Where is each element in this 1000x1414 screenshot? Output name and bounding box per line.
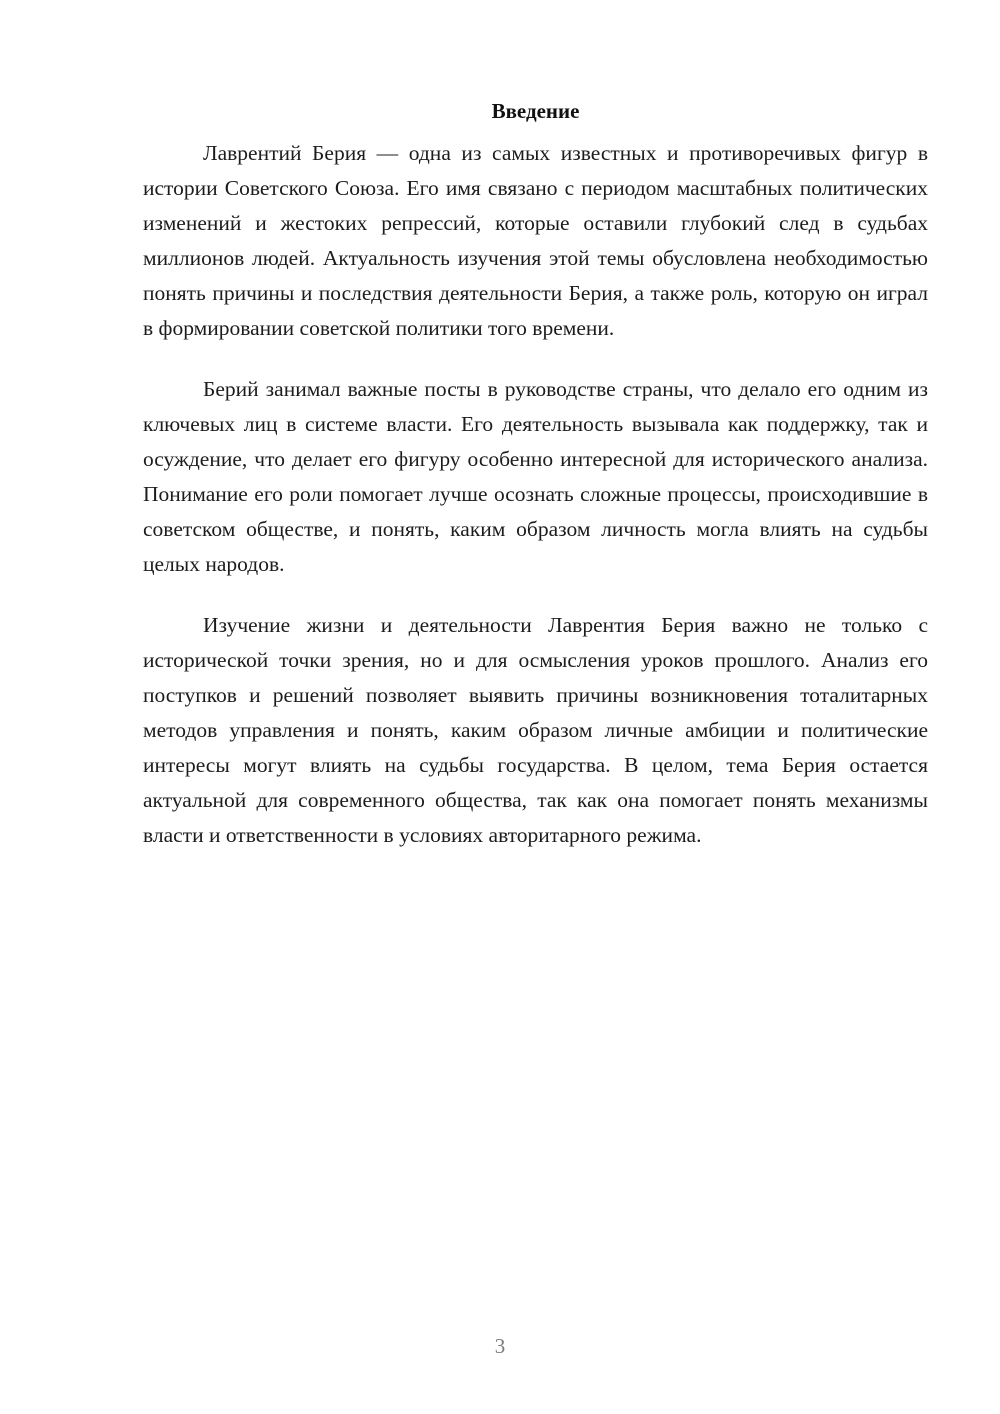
page-content <box>143 96 928 879</box>
paragraph-2: Берий занимал важные посты в руководстве страны, что делало его одним из ключевых лиц в системе власти. Его деятельность вызывала как поддержку, так и осуждение, что делает его фигуру особенно интересной для исторического анализа. Понимание его роли помогает лучше осознать сложные процессы, происходившие в советском обществе, и понять, каким образом личность могла влиять на судьбы целых народов. <box>143 377 928 576</box>
page-number: 3 <box>494 1334 506 1358</box>
paragraph-1: Лаврентий Берия — одна из самых известных и противоречивых фигур в истории Советского Союза. Его имя связано с периодом масштабных политических изменений и жестоких репрессий, которые оставили глубокий след в судьбах миллионов людей. Актуальность изучения этой темы обусловлена необходимостью понять причины и последствия деятельности Берия, а также роль, которую он играл в формировании советской политики того времени. <box>143 141 928 340</box>
paragraph-3: Изучение жизни и деятельности Лаврентия Берия важно не только с исторической точки зрения, но и для осмысления уроков прошлого. Анализ его поступков и решений позволяет выявить причины возникновения тоталитарных методов управления и понять, каким образом личные амбиции и политические интересы могут влиять на судьбы государства. В целом, тема Берия остается актуальной для современного общества, так как она помогает понять механизмы власти и ответственности в условиях авторитарного режима. <box>143 613 928 847</box>
section-heading: Введение <box>491 99 580 123</box>
